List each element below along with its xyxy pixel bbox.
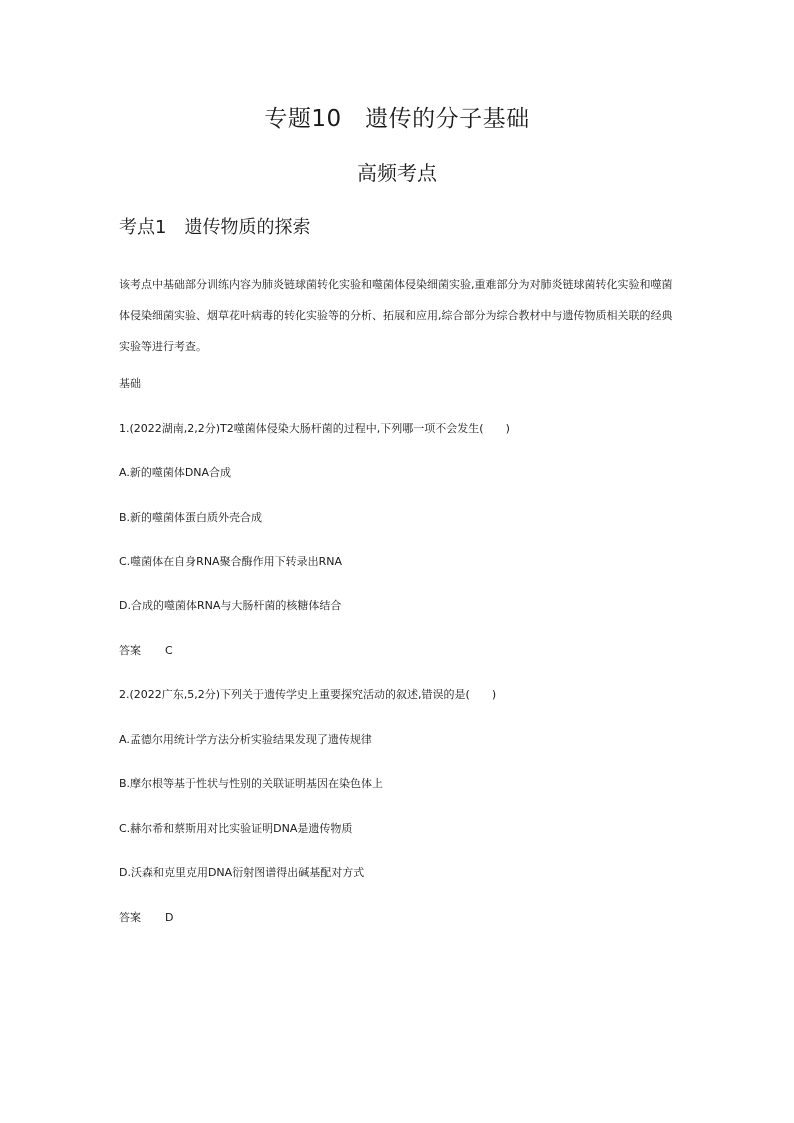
answer-value: C bbox=[165, 644, 173, 657]
question-option: B.摩尔根等基于性状与性别的关联证明基因在染色体上 bbox=[119, 777, 384, 790]
question-option: C.噬菌体在自身RNA聚合酶作用下转录出RNA bbox=[119, 555, 342, 568]
page-title: 专题10 遗传的分子基础 bbox=[264, 106, 530, 132]
question-stem: 2.(2022广东,5,2分)下列关于遗传学史上重要探究活动的叙述,错误的是( ) bbox=[119, 688, 497, 701]
question-option: B.新的噬菌体蛋白质外壳合成 bbox=[119, 511, 263, 524]
level-label: 基础 bbox=[119, 377, 141, 390]
answer-line bbox=[119, 910, 173, 926]
section-heading: 考点1 遗传物质的探索 bbox=[119, 217, 311, 238]
question-option: C.赫尔希和蔡斯用对比实验证明DNA是遗传物质 bbox=[119, 822, 353, 835]
intro-paragraph: 该考点中基础部分训练内容为肺炎链球菌转化实验和噬菌体侵染细菌实验,重难部分为对肺炎链球菌转化实验和噬菌体侵染细菌实验、烟草花叶病毒的转化实验等的分析、拓展和应用,综合部分为综合教材中与遗传物质相关联的经典实验等进行考查。 bbox=[119, 278, 673, 353]
answer-label: 答案 bbox=[119, 644, 141, 657]
question-option: D.合成的噬菌体RNA与大肠杆菌的核糖体结合 bbox=[119, 599, 342, 612]
question-option: D.沃森和克里克用DNA衍射图谱得出碱基配对方式 bbox=[119, 866, 365, 879]
answer-label: 答案 bbox=[119, 911, 141, 924]
page-subtitle: 高频考点 bbox=[357, 161, 437, 185]
question-stem: 1.(2022湖南,2,2分)T2噬菌体侵染大肠杆菌的过程中,下列哪一项不会发生( ) bbox=[119, 422, 510, 435]
answer-line bbox=[119, 643, 173, 659]
question-option: A.孟德尔用统计学方法分析实验结果发现了遗传规律 bbox=[119, 733, 372, 746]
answer-value: D bbox=[165, 911, 174, 924]
question-option: A.新的噬菌体DNA合成 bbox=[119, 466, 232, 479]
